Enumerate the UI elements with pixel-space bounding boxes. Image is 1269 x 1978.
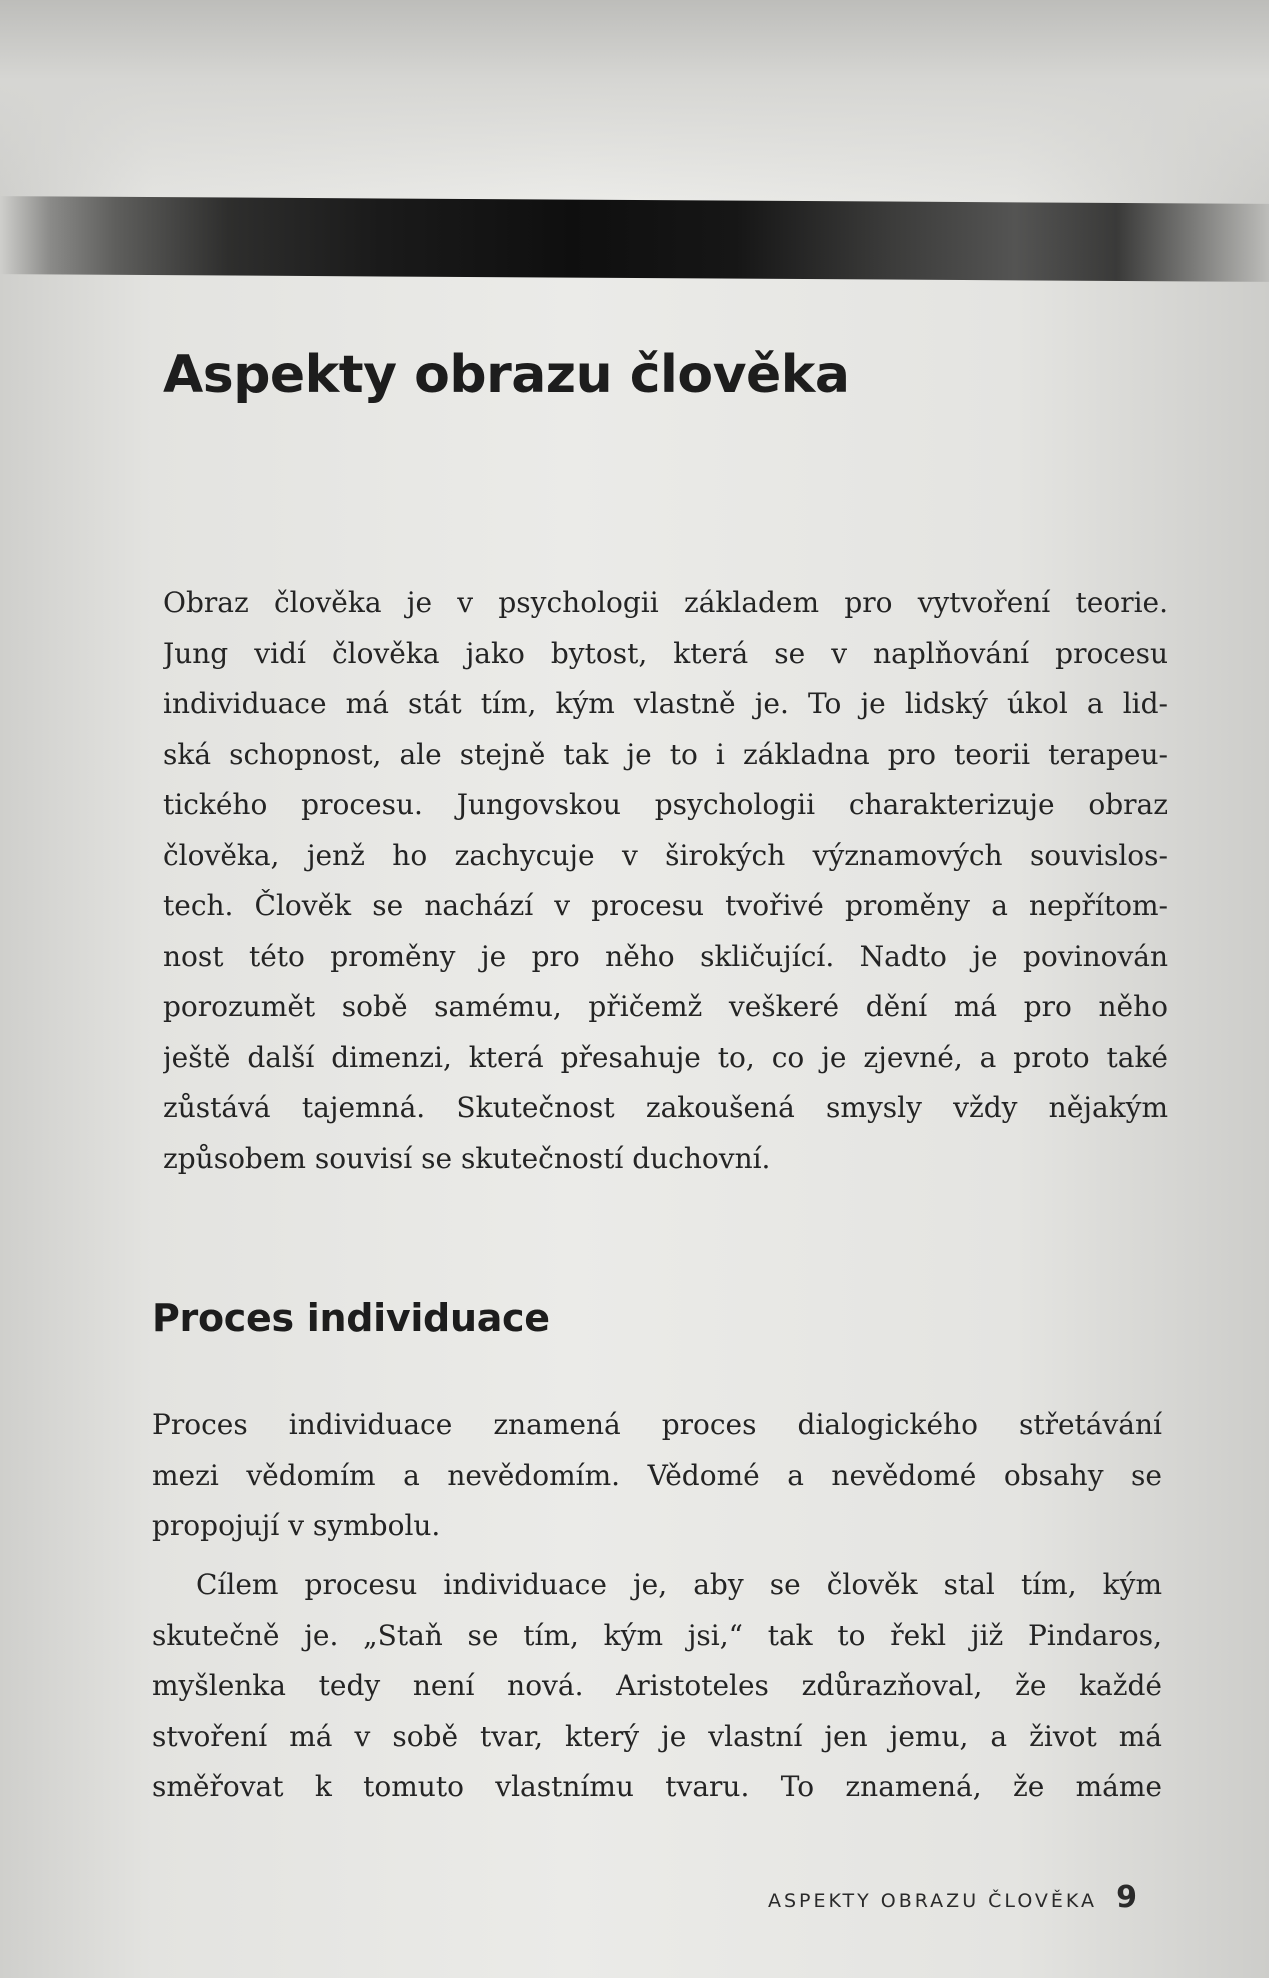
text-line: zůstává tajemná. Skutečnost zakoušená smysly vždy nějakým: [163, 1091, 1168, 1124]
text-line: ještě další dimenzi, která přesahuje to, co je zjevné, a proto také: [163, 1040, 1168, 1074]
text-line: člověka, jenž ho zachycuje v širokých významových souvislos-: [163, 838, 1168, 872]
page-footer: [768, 1880, 1137, 1915]
text-line: tického procesu. Jungovskou psychologii charakterizuje obraz: [163, 788, 1168, 821]
intro-paragraph: [163, 578, 1168, 1184]
text-line: tech. Člověk se nachází v procesu tvořivé proměny a nepřítom-: [163, 889, 1168, 922]
text-line: Cílem procesu individuace je, aby se člověk stal tím, kým: [196, 1568, 1162, 1601]
text-line: myšlenka tedy není nová. Aristoteles zdůrazňoval, že každé: [152, 1669, 1162, 1702]
text-line: mezi vědomím a nevědomím. Vědomé a nevědomé obsahy se: [152, 1458, 1162, 1492]
chapter-header-band: [0, 196, 1269, 282]
text-line: skutečně je. „Staň se tím, kým jsi,“ tak to řekl již Pindaros,: [152, 1618, 1162, 1652]
text-line: propojují v symbolu.: [152, 1509, 441, 1542]
text-line: způsobem souvisí se skutečností duchovní.: [163, 1141, 771, 1175]
text-line: stvoření má v sobě tvar, který je vlastní jen jemu, a život má: [152, 1719, 1162, 1753]
text-line: Obraz člověka je v psychologii základem pro vytvoření teorie.: [163, 586, 1168, 619]
text-line: směřovat k tomuto vlastnímu tvaru. To znamená, že máme: [152, 1770, 1162, 1803]
page-number: 9: [1116, 1880, 1138, 1915]
section-heading: Proces individuace: [152, 1296, 550, 1340]
text-line: individuace má stát tím, kým vlastně je. To je lidský úkol a lid-: [163, 687, 1168, 720]
running-head: ASPEKTY OBRAZU ČLOVĚKA: [768, 1890, 1098, 1912]
chapter-title: Aspekty obrazu člověka: [163, 345, 850, 405]
section-paragraph-2: [152, 1560, 1162, 1813]
text-line: Proces individuace znamená proces dialogického střetávání: [152, 1408, 1162, 1441]
text-line: nost této proměny je pro něho skličující. Nadto je povinován: [163, 939, 1168, 973]
text-line: ská schopnost, ale stejně tak je to i základna pro teorii terapeu-: [163, 737, 1168, 771]
section-paragraph-1: [152, 1400, 1162, 1552]
text-line: Jung vidí člověka jako bytost, která se v naplňování procesu: [163, 636, 1168, 670]
page-top-shadow: [0, 0, 1269, 200]
text-line: porozumět sobě samému, přičemž veškeré dění má pro něho: [163, 990, 1168, 1023]
